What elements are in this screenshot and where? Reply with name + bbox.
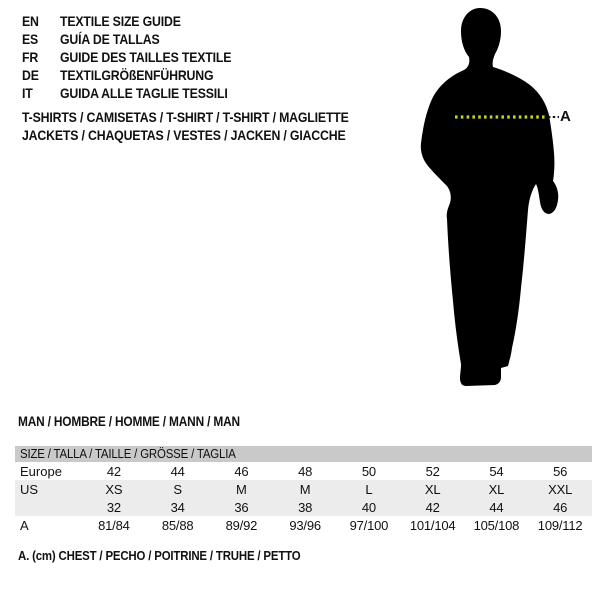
- man-silhouette: [400, 0, 600, 400]
- size-cell: L: [365, 481, 373, 497]
- size-table-body: [15, 462, 592, 534]
- language-row: [22, 12, 255, 30]
- language-title-list: [22, 12, 255, 102]
- category-lines: [22, 108, 393, 144]
- size-table: [15, 446, 592, 534]
- language-code: DE: [22, 67, 39, 83]
- size-cell: M: [236, 481, 247, 497]
- size-cell: S: [173, 481, 182, 497]
- section-title-text: MAN / HOMBRE / HOMME / MANN / MAN: [18, 414, 240, 429]
- size-row-label: US: [20, 481, 39, 497]
- language-label: GUÍA DE TALLAS: [60, 31, 160, 47]
- size-table-header: [15, 446, 592, 462]
- size-cell: 93/96: [289, 517, 321, 533]
- language-label: TEXTILGRÖßENFÜHRUNG: [60, 67, 214, 83]
- size-row-label: A: [20, 517, 29, 533]
- size-cell: 44: [489, 499, 504, 515]
- measurement-footnote-text: A. (cm) CHEST / PECHO / POITRINE / TRUHE / PETTO: [18, 548, 301, 563]
- size-cell: 48: [298, 463, 313, 479]
- size-cell: 89/92: [225, 517, 258, 533]
- size-cell: 34: [170, 499, 185, 515]
- size-cell: XL: [488, 481, 505, 497]
- size-cell: 38: [298, 499, 313, 515]
- size-table-row: [15, 498, 592, 516]
- size-table-header-text: SIZE / TALLA / TAILLE / GRÖSSE / TAGLIA: [20, 446, 236, 461]
- language-row: [22, 30, 255, 48]
- language-code: FR: [22, 49, 39, 65]
- language-row: [22, 66, 255, 84]
- size-cell: 44: [170, 463, 185, 479]
- language-label: TEXTILE SIZE GUIDE: [60, 13, 181, 29]
- size-cell: XS: [105, 481, 123, 497]
- language-label: GUIDE DES TAILLES TEXTILE: [60, 49, 232, 65]
- language-code: IT: [22, 85, 33, 101]
- size-cell: 56: [553, 463, 568, 479]
- size-cell: XXL: [548, 481, 573, 497]
- size-cell: 42: [106, 463, 121, 479]
- size-cell: 105/108: [473, 517, 520, 533]
- size-cell: 50: [361, 463, 376, 479]
- size-cell: XL: [424, 481, 441, 497]
- size-cell: 32: [106, 499, 121, 515]
- language-row: [22, 48, 255, 66]
- man-silhouette-path: [421, 8, 558, 386]
- size-cell: 81/84: [98, 517, 130, 533]
- size-cell: 46: [234, 463, 249, 479]
- size-cell: 109/112: [537, 517, 583, 533]
- size-row-label: Europe: [20, 463, 62, 479]
- size-table-row: [15, 480, 592, 498]
- size-cell: 101/104: [409, 517, 456, 533]
- size-cell: 46: [553, 499, 568, 515]
- size-cell: M: [299, 481, 311, 497]
- category-line: T-SHIRTS / CAMISETAS / T-SHIRT / T-SHIRT / MAGLIETTE: [22, 109, 349, 125]
- size-cell: 54: [489, 463, 504, 479]
- language-code: EN: [22, 13, 39, 29]
- man-figure: [400, 0, 600, 400]
- size-cell: 40: [361, 499, 376, 515]
- language-row: [22, 84, 255, 102]
- size-cell: 42: [425, 499, 440, 515]
- measurement-a-label: A: [560, 108, 571, 125]
- language-code: ES: [22, 31, 39, 47]
- measurement-footnote: [18, 548, 339, 563]
- section-title: [18, 414, 270, 429]
- size-cell: 36: [234, 499, 249, 515]
- language-label: GUIDA ALLE TAGLIE TESSILI: [60, 85, 228, 101]
- category-line: JACKETS / CHAQUETAS / VESTES / JACKEN / GIACCHE: [22, 127, 346, 143]
- size-cell: 97/100: [349, 517, 389, 533]
- size-table-row: [15, 516, 592, 534]
- size-cell: 52: [425, 463, 440, 479]
- size-cell: 85/88: [161, 517, 194, 533]
- size-table-row: [15, 462, 592, 480]
